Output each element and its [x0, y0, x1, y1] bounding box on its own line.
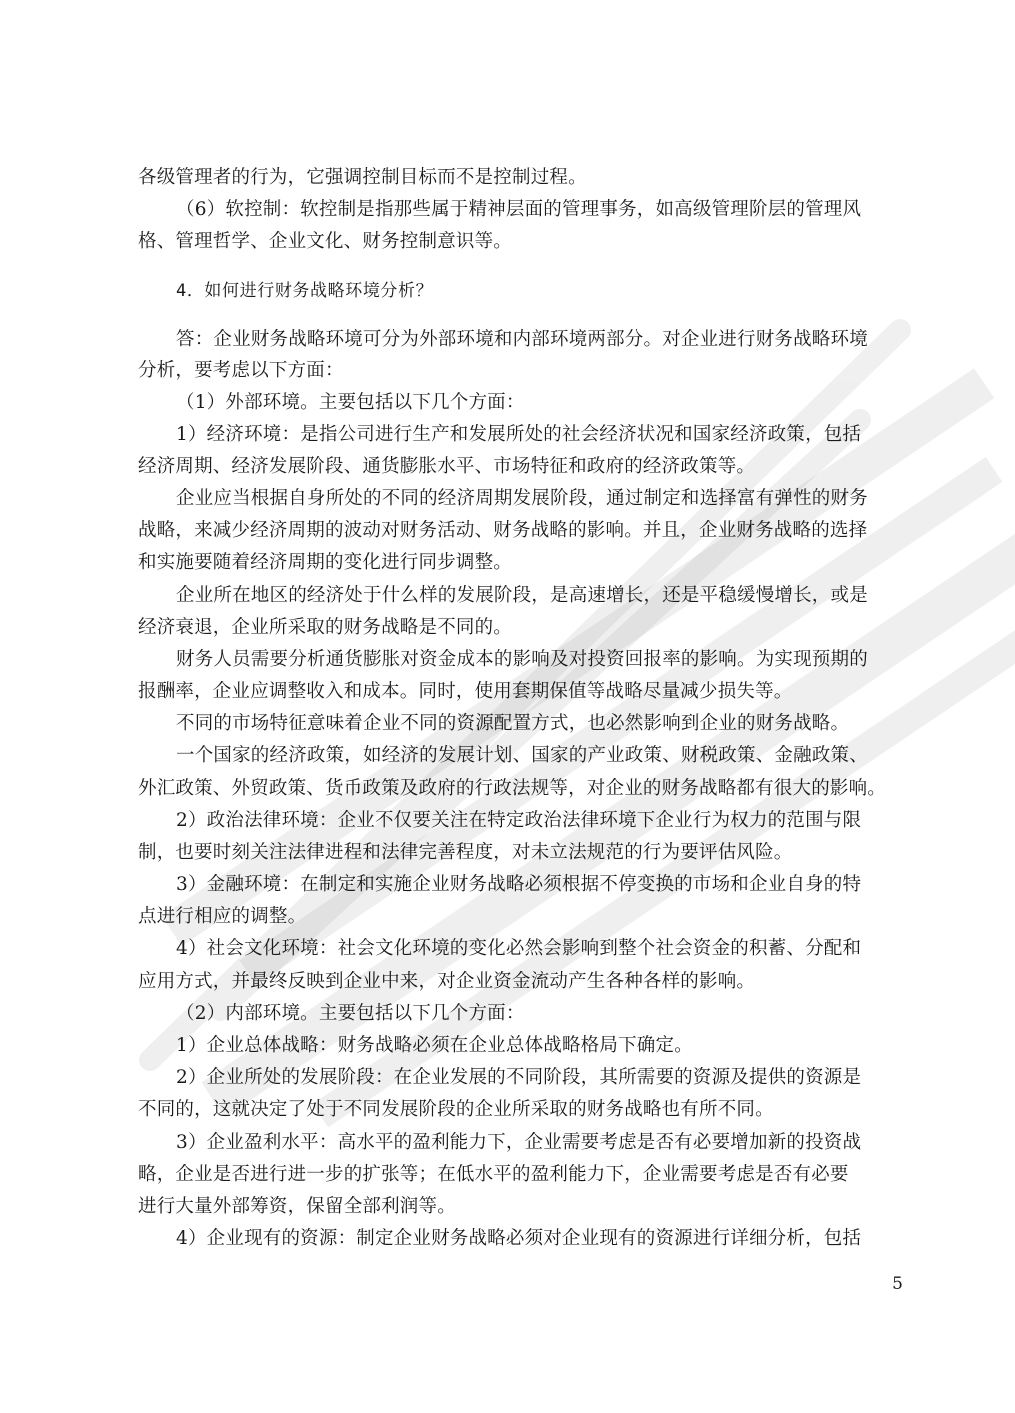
text-line: 外汇政策、外贸政策、货币政策及政府的行政法规等，对企业的财务战略都有很大的影响。: [138, 778, 887, 799]
page-number: 5: [892, 1274, 903, 1294]
text-line: 报酬率，企业应调整收入和成本。同时，使用套期保值等战略尽量减少损失等。: [138, 681, 793, 702]
text-line: 应用方式，并最终反映到企业中来，对企业资金流动产生各种各样的影响。: [138, 971, 756, 992]
text-line: 战略，来减少经济周期的波动对财务活动、财务战略的影响。并且，企业财务战略的选择: [138, 520, 868, 541]
text-line: （6）软控制：软控制是指那些属于精神层面的管理事务，如高级管理阶层的管理风: [176, 199, 862, 220]
text-line: 企业应当根据自身所处的不同的经济周期发展阶段，通过制定和选择富有弹性的财务: [176, 488, 868, 509]
text-line: 一个国家的经济政策，如经济的发展计划、国家的产业政策、财税政策、金融政策、: [176, 745, 868, 766]
text-line: 4）企业现有的资源：制定企业财务战略必须对企业现有的资源进行详细分析，包括: [176, 1228, 862, 1249]
text-line: 企业所在地区的经济处于什么样的发展阶段，是高速增长，还是平稳缓慢增长，或是: [176, 585, 868, 606]
text-line: 1）经济环境：是指公司进行生产和发展所处的社会经济状况和国家经济政策，包括: [176, 424, 862, 445]
text-line: 各级管理者的行为，它强调控制目标而不是控制过程。: [138, 167, 587, 188]
text-line: 点进行相应的调整。: [138, 906, 307, 927]
text-line: 经济周期、经济发展阶段、通货膨胀水平、市场特征和政府的经济政策等。: [138, 456, 756, 477]
text-line: 进行大量外部筹资，保留全部利润等。: [138, 1196, 456, 1217]
text-line: 制，也要时刻关注法律进程和法律完善程度，对未立法规范的行为要评估风险。: [138, 842, 793, 863]
text-line: 分析，要考虑以下方面：: [138, 360, 344, 381]
text-line: 略，企业是否进行进一步的扩张等；在低水平的盈利能力下，企业需要考虑是否有必要: [138, 1164, 849, 1185]
text-line: 和实施要随着经济周期的变化进行同步调整。: [138, 552, 513, 573]
text-line: 不同的市场特征意味着企业不同的资源配置方式，也必然影响到企业的财务战略。: [176, 713, 850, 734]
text-line: （2）内部环境。主要包括以下几个方面：: [176, 1003, 525, 1024]
text-line: 答：企业财务战略环境可分为外部环境和内部环境两部分。对企业进行财务战略环境: [176, 329, 868, 350]
text-line: 经济衰退，企业所采取的财务战略是不同的。: [138, 617, 513, 638]
text-line: 3）企业盈利水平：高水平的盈利能力下，企业需要考虑是否有必要增加新的投资战: [176, 1132, 862, 1153]
text-line: 格、管理哲学、企业文化、财务控制意识等。: [138, 231, 513, 252]
text-line: 2）企业所处的发展阶段：在企业发展的不同阶段，其所需要的资源及提供的资源是: [176, 1067, 862, 1088]
text-line: 不同的，这就决定了处于不同发展阶段的企业所采取的财务战略也有所不同。: [138, 1099, 774, 1120]
question-heading: 4．如何进行财务战略环境分析？: [176, 281, 434, 301]
text-line: 4）社会文化环境：社会文化环境的变化必然会影响到整个社会资金的积蓄、分配和: [176, 938, 862, 959]
text-line: 1）企业总体战略：财务战略必须在企业总体战略格局下确定。: [176, 1035, 693, 1056]
text-line: 2）政治法律环境：企业不仅要关注在特定政治法律环境下企业行为权力的范围与限: [176, 810, 862, 831]
text-line: 3）金融环境：在制定和实施企业财务战略必须根据不停变换的市场和企业自身的特: [176, 874, 862, 895]
text-line: （1）外部环境。主要包括以下几个方面：: [176, 392, 525, 413]
text-line: 财务人员需要分析通货膨胀对资金成本的影响及对投资回报率的影响。为实现预期的: [176, 649, 868, 670]
